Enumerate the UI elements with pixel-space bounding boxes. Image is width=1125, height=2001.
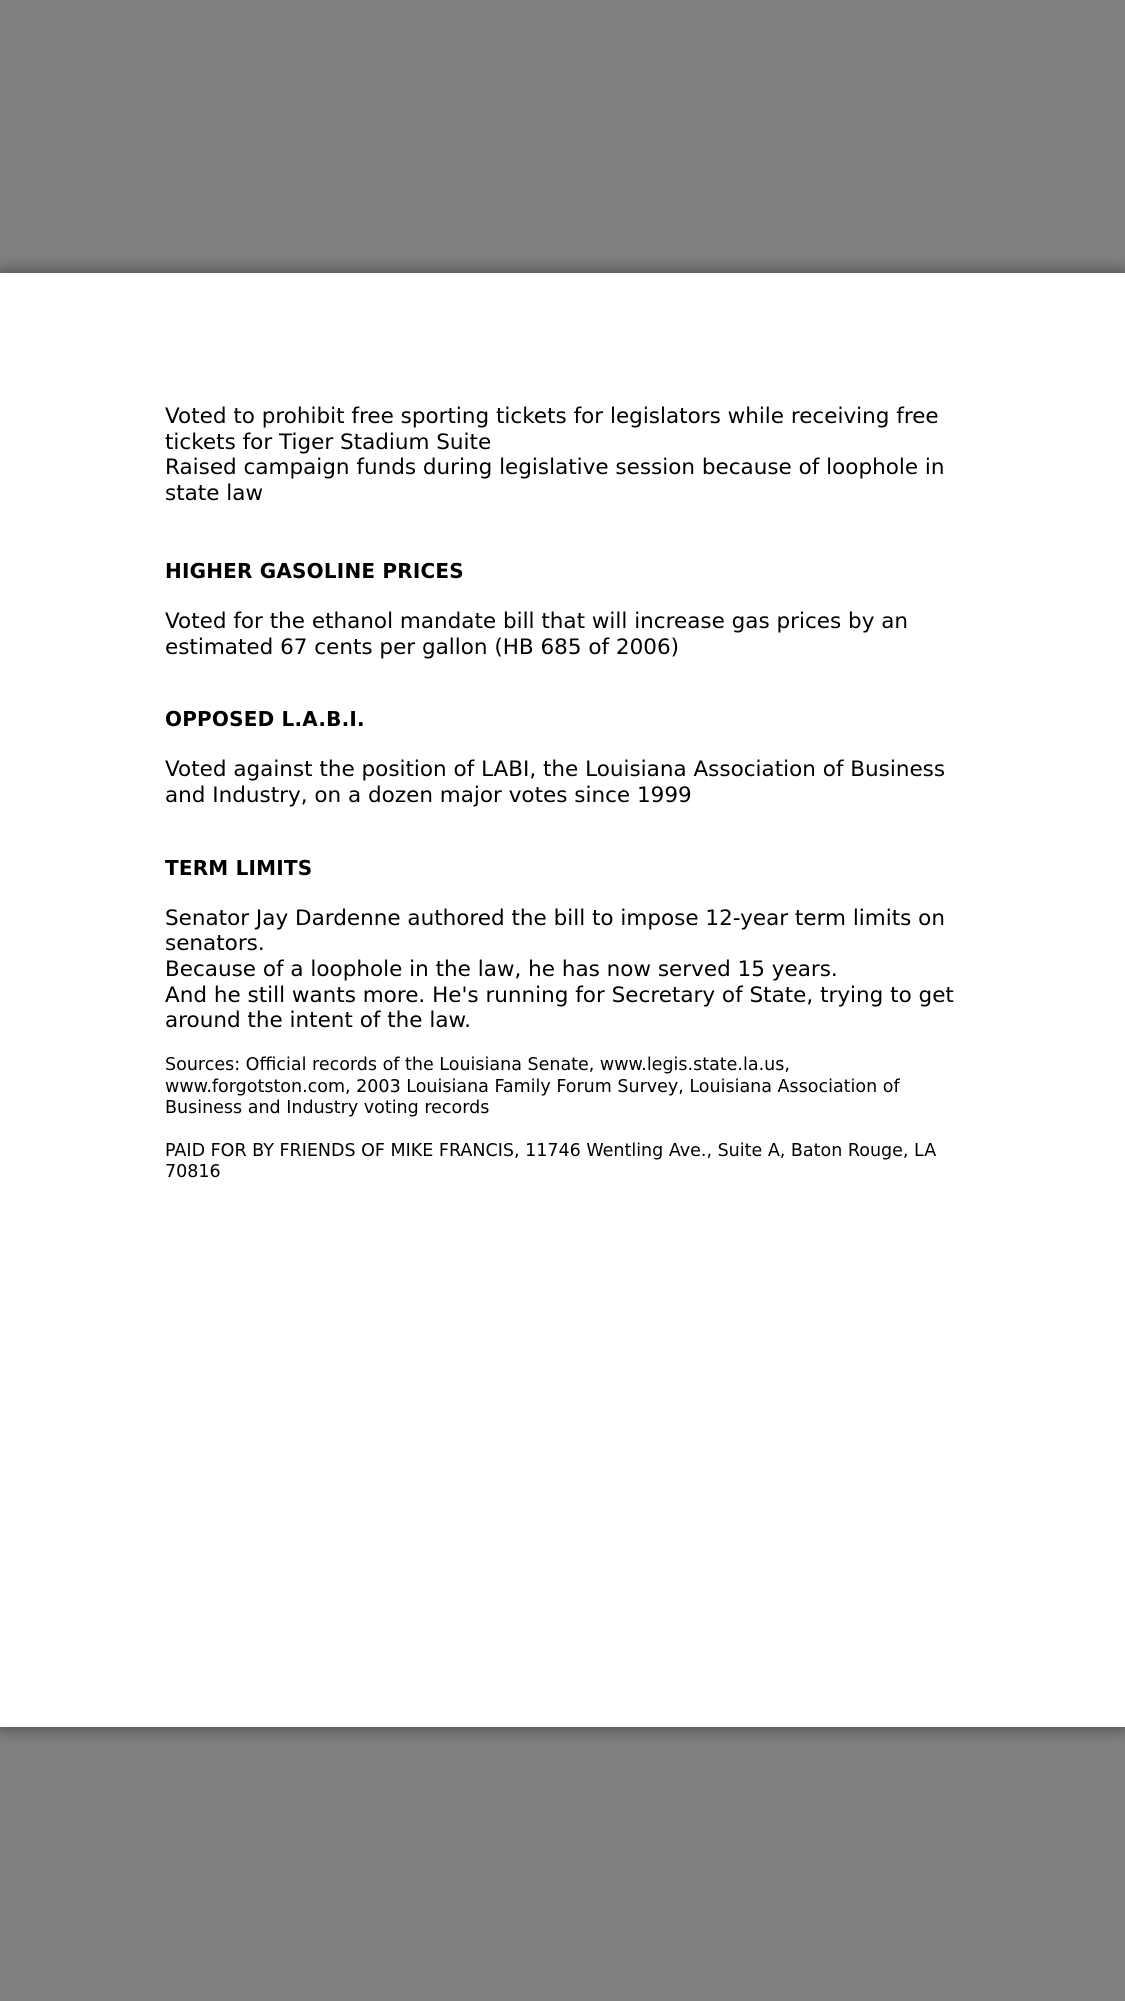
sources-note: Sources: Official records of the Louisiana Senate, www.legis.state.la.us, www.forgotston.com, 2003 Louisiana Family Forum Survey, Louisiana Association of Business and Industry voting records	[165, 1055, 900, 1119]
section-line: Voted against the position of LABI, the Louisiana Association of Business and Industry, on a dozen major votes since 1999	[165, 757, 946, 808]
section-body-term-limits	[165, 906, 965, 1035]
section-body-labi	[165, 757, 965, 808]
paid-for-disclaimer: PAID FOR BY FRIENDS OF MIKE FRANCIS, 11746 Wentling Ave., Suite A, Baton Rouge, LA 70816	[165, 1140, 937, 1183]
intro-line: Voted to prohibit free sporting tickets for legislators while receiving free tickets for Tiger Stadium Suite	[165, 404, 939, 455]
section-line: Because of a loophole in the law, he has now served 15 years.	[165, 957, 838, 983]
document-page	[0, 273, 1125, 1727]
section-heading-labi: OPPOSED L.A.B.I.	[165, 707, 365, 732]
section-line: And he still wants more. He's running for Secretary of State, trying to get around the intent of the law.	[165, 982, 954, 1034]
section-line: Senator Jay Dardenne authored the bill to impose 12-year term limits on senators.	[165, 905, 945, 957]
section-line: Voted for the ethanol mandate bill that will increase gas prices by an estimated 67 cents per gallon (HB 685 of 2006)	[165, 608, 909, 660]
section-body-gasoline	[165, 609, 965, 660]
section-heading-term-limits: TERM LIMITS	[165, 855, 313, 880]
intro-paragraph	[165, 404, 965, 507]
intro-line: Raised campaign funds during legislative session because of loophole in state law	[165, 455, 945, 507]
page-content	[165, 404, 965, 1184]
section-heading-gasoline: HIGHER GASOLINE PRICES	[165, 558, 464, 583]
viewer-background	[0, 0, 1125, 273]
